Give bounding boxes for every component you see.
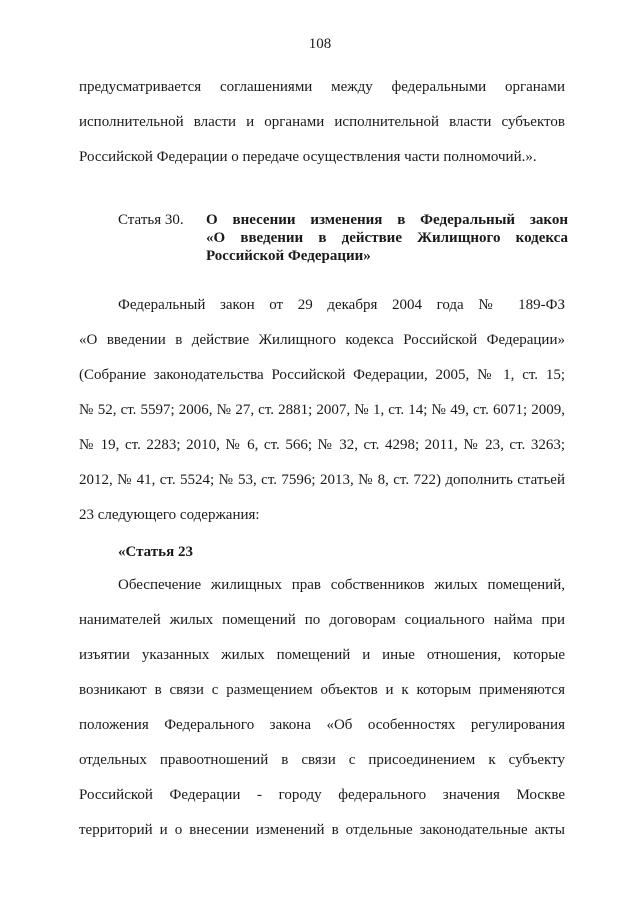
text-line: отдельных правоотношений в связи с присоединением к субъекту: [79, 752, 565, 768]
text-line: Российской Федерации - городу федерального значения Москве: [79, 787, 565, 803]
page-number: 108: [308, 36, 332, 52]
text-line: 2012, № 41, ст. 5524; № 53, ст. 7596; 2013, № 8, ст. 722) дополнить статьей: [79, 472, 565, 488]
text-line: предусматривается соглашениями между федеральными органами: [79, 79, 565, 95]
text-line: № 52, ст. 5597; 2006, № 27, ст. 2881; 2007, № 1, ст. 14; № 49, ст. 6071; 2009,: [79, 402, 565, 418]
text-line: «О введении в действие Жилищного кодекса Российской Федерации»: [79, 332, 565, 348]
intro-paragraph: [79, 70, 565, 175]
text-line: территорий и о внесении изменений в отдельные законодательные акты: [79, 822, 565, 838]
text-line: нанимателей жилых помещений по договорам социального найма при: [79, 612, 565, 628]
text-line: возникают в связи с размещением объектов и к которым применяются: [79, 682, 565, 698]
text-line: Федеральный закон от 29 декабря 2004 года № 189-ФЗ: [118, 297, 565, 313]
article-title: [206, 208, 568, 265]
text-line: (Собрание законодательства Российской Федерации, 2005, № 1, ст. 15;: [79, 367, 565, 383]
article-heading: [118, 208, 568, 265]
text-line: положения Федерального закона «Об особенностях регулирования: [79, 717, 565, 733]
quoted-article-heading: «Статья 23: [118, 544, 193, 560]
article-title-line: Российской Федерации»: [206, 248, 371, 264]
text-line: изъятии указанных жилых помещений и иные отношения, которые: [79, 647, 565, 663]
text-line: исполнительной власти и органами исполнительной власти субъектов: [79, 114, 565, 130]
text-line: Обеспечение жилищных прав собственников жилых помещений,: [118, 577, 565, 593]
article-label: Статья 30.: [118, 212, 184, 228]
article-title-line: О внесении изменения в Федеральный закон: [206, 212, 568, 228]
text-line: № 19, ст. 2283; 2010, № 6, ст. 566; № 32, ст. 4298; 2011, № 23, ст. 3263;: [79, 437, 565, 453]
quoted-article-paragraph: [79, 568, 565, 848]
text-line: Российской Федерации о передаче осуществления части полномочий.».: [79, 149, 537, 165]
body-paragraph: [79, 288, 565, 533]
article-title-line: «О введении в действие Жилищного кодекса: [206, 230, 568, 246]
text-line: 23 следующего содержания:: [79, 507, 260, 523]
